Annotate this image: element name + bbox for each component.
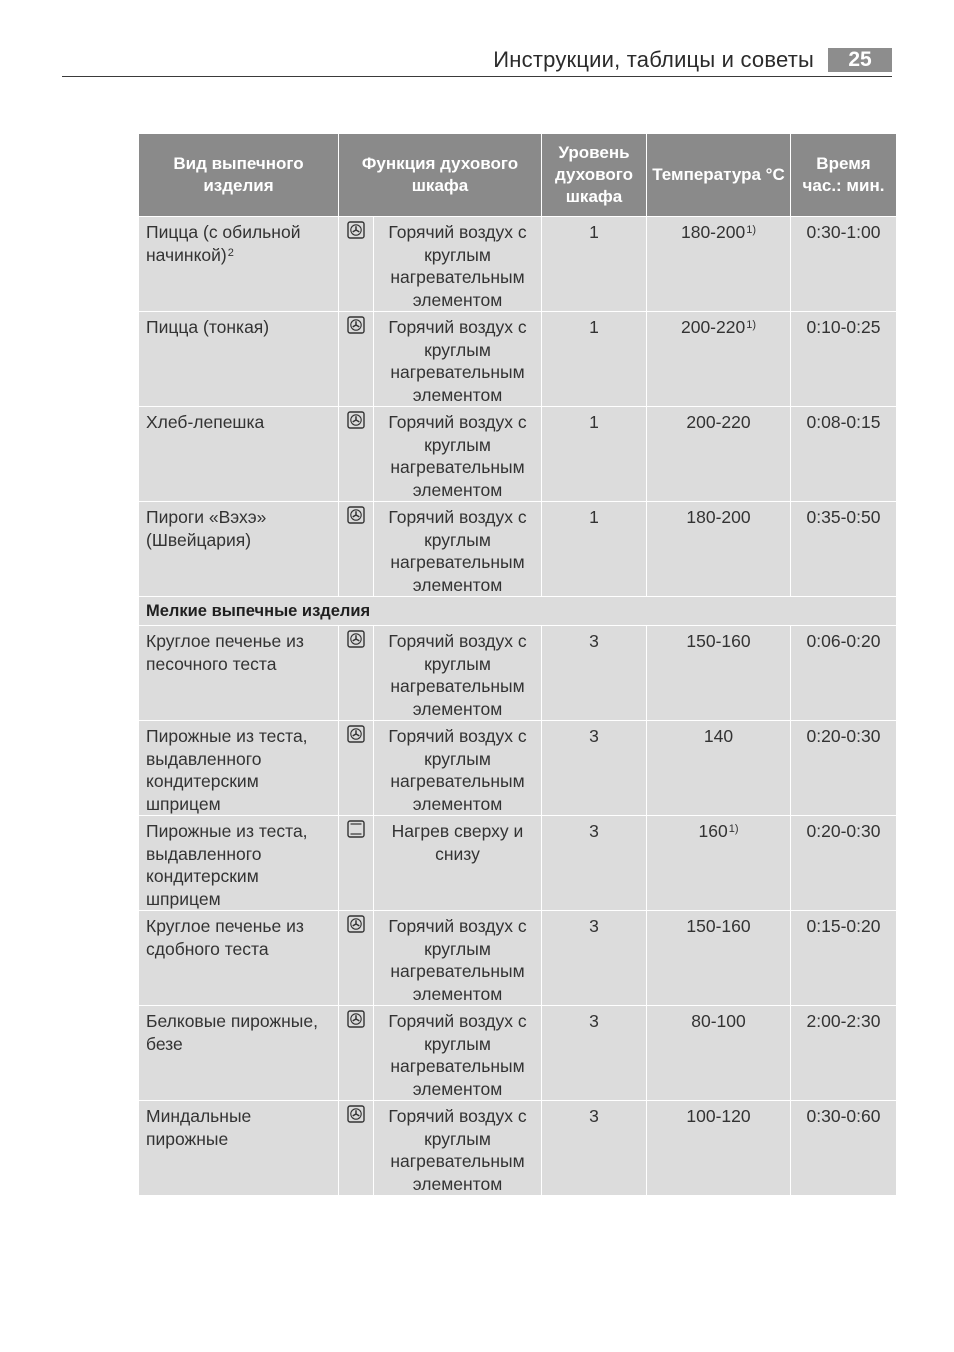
product-name: Пирожные из теста, выдавленного кондитерским шприцем <box>146 821 308 909</box>
table-row <box>139 312 897 407</box>
shelf-level: 3 <box>542 911 647 1006</box>
header-title: Инструкции, таблицы и советы <box>493 47 814 72</box>
temperature-value: 100-120 <box>686 1106 751 1126</box>
oven-function: Горячий воздух с круглым нагревательным элементом <box>374 312 542 407</box>
temperature-value: 180-200 <box>680 222 746 242</box>
product-cell <box>139 1006 339 1101</box>
temperature-value: 160 <box>698 821 728 841</box>
footnote-marker: 1) <box>728 823 739 835</box>
col-header-level: Уровень духового шкафа <box>542 134 647 217</box>
hot-air-ring-icon <box>339 911 374 1006</box>
footnote-marker: 2 <box>227 246 234 259</box>
product-name: Белковые пирожные, безе <box>146 1011 318 1054</box>
product-cell <box>139 407 339 502</box>
table-row <box>139 217 897 312</box>
hot-air-ring-icon <box>339 1006 374 1101</box>
product-name: Пицца (тонкая) <box>146 317 270 337</box>
temperature-cell <box>647 816 791 911</box>
temperature-cell <box>647 217 791 312</box>
baking-time: 0:30-0:60 <box>791 1101 897 1196</box>
table-row <box>139 911 897 1006</box>
product-name: Хлеб-лепешка <box>146 412 265 432</box>
temperature-value: 140 <box>703 726 734 746</box>
page-header <box>62 44 892 77</box>
section-label: Мелкие выпечные изделия <box>139 597 897 626</box>
hot-air-ring-icon <box>339 721 374 816</box>
baking-time: 0:20-0:30 <box>791 721 897 816</box>
baking-time: 0:35-0:50 <box>791 502 897 597</box>
oven-function: Горячий воздух с круглым нагревательным элементом <box>374 911 542 1006</box>
baking-table <box>138 133 897 1196</box>
baking-time: 0:06-0:20 <box>791 626 897 721</box>
shelf-level: 1 <box>542 407 647 502</box>
product-cell <box>139 911 339 1006</box>
col-header-function: Функция духового шкафа <box>339 134 542 217</box>
baking-time: 0:08-0:15 <box>791 407 897 502</box>
product-name: Миндальные пирожные <box>146 1106 252 1149</box>
product-name: Пирожные из теста, выдавленного кондитерским шприцем <box>146 726 308 814</box>
baking-time: 0:20-0:30 <box>791 816 897 911</box>
product-name: Круглое печенье из песочного теста <box>146 631 304 674</box>
product-name: Круглое печенье из сдобного теста <box>146 916 304 959</box>
temperature-value: 200-220 <box>686 412 751 432</box>
baking-time: 0:30-1:00 <box>791 217 897 312</box>
table-header-row <box>139 134 897 217</box>
baking-time: 2:00-2:30 <box>791 1006 897 1101</box>
col-header-time: Время час.: мин. <box>791 134 897 217</box>
temperature-cell <box>647 502 791 597</box>
temperature-cell <box>647 911 791 1006</box>
product-cell <box>139 217 339 312</box>
oven-function: Горячий воздух с круглым нагревательным элементом <box>374 502 542 597</box>
shelf-level: 3 <box>542 1101 647 1196</box>
page-number: 25 <box>828 48 892 72</box>
table-row <box>139 626 897 721</box>
temperature-value: 80-100 <box>691 1011 746 1031</box>
hot-air-ring-icon <box>339 407 374 502</box>
oven-function: Горячий воздух с круглым нагревательным элементом <box>374 217 542 312</box>
temperature-cell <box>647 721 791 816</box>
oven-function: Горячий воздух с круглым нагревательным элементом <box>374 407 542 502</box>
oven-function: Горячий воздух с круглым нагревательным элементом <box>374 1101 542 1196</box>
temperature-cell <box>647 312 791 407</box>
table-row <box>139 816 897 911</box>
baking-time: 0:15-0:20 <box>791 911 897 1006</box>
table-row <box>139 502 897 597</box>
hot-air-ring-icon <box>339 312 374 407</box>
table-row <box>139 1101 897 1196</box>
oven-function: Горячий воздух с круглым нагревательным элементом <box>374 626 542 721</box>
product-cell <box>139 1101 339 1196</box>
shelf-level: 1 <box>542 217 647 312</box>
col-header-type: Вид выпечного изделия <box>139 134 339 217</box>
baking-time: 0:10-0:25 <box>791 312 897 407</box>
shelf-level: 1 <box>542 502 647 597</box>
temperature-cell <box>647 407 791 502</box>
temperature-cell <box>647 1101 791 1196</box>
top-bottom-heat-icon <box>339 816 374 911</box>
temperature-cell <box>647 626 791 721</box>
product-cell <box>139 626 339 721</box>
col-header-temperature: Температура °C <box>647 134 791 217</box>
shelf-level: 1 <box>542 312 647 407</box>
temperature-cell <box>647 1006 791 1101</box>
temperature-value: 200-220 <box>680 317 746 337</box>
product-cell <box>139 721 339 816</box>
oven-function: Нагрев сверху и снизу <box>374 816 542 911</box>
table-row <box>139 721 897 816</box>
oven-function: Горячий воздух с круглым нагревательным элементом <box>374 1006 542 1101</box>
shelf-level: 3 <box>542 1006 647 1101</box>
footnote-marker: 1) <box>746 319 756 331</box>
product-cell <box>139 312 339 407</box>
hot-air-ring-icon <box>339 217 374 312</box>
oven-function: Горячий воздух с круглым нагревательным элементом <box>374 721 542 816</box>
shelf-level: 3 <box>542 721 647 816</box>
table-row <box>139 1006 897 1101</box>
hot-air-ring-icon <box>339 626 374 721</box>
temperature-value: 150-160 <box>686 631 751 651</box>
shelf-level: 3 <box>542 626 647 721</box>
temperature-value: 150-160 <box>686 916 751 936</box>
footnote-marker: 1) <box>746 224 756 236</box>
product-name: Пицца (с обильной начинкой) <box>146 222 301 265</box>
temperature-value: 180-200 <box>686 507 751 527</box>
table-row <box>139 407 897 502</box>
hot-air-ring-icon <box>339 1101 374 1196</box>
shelf-level: 3 <box>542 816 647 911</box>
product-cell <box>139 502 339 597</box>
hot-air-ring-icon <box>339 502 374 597</box>
product-cell <box>139 816 339 911</box>
section-row <box>139 597 897 626</box>
product-name: Пироги «Вэхэ» (Швейцария) <box>146 507 267 550</box>
